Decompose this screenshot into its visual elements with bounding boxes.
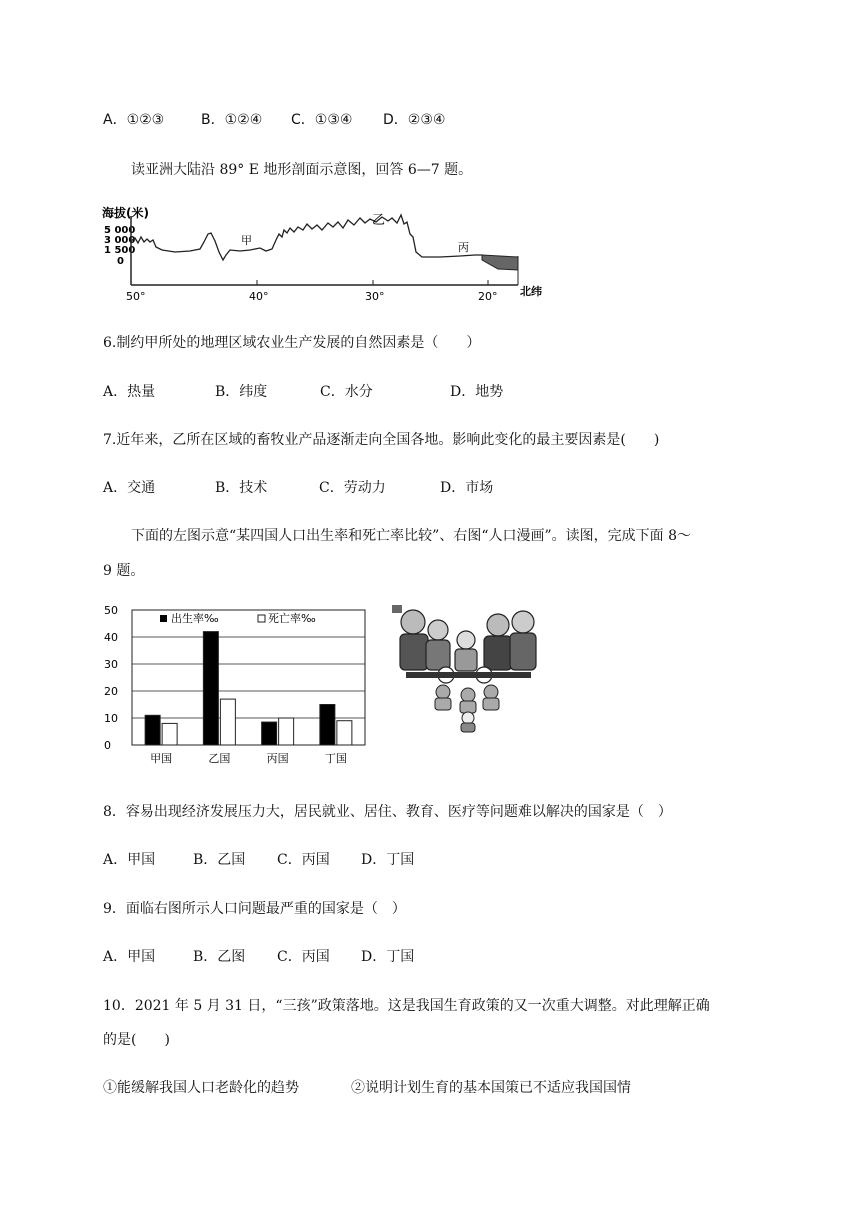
q8-option-c: C．丙国 [277, 852, 330, 868]
chart-category-label: 丁国 [324, 752, 347, 765]
profile-xtick-40: 40° [249, 290, 269, 303]
q8-stem: 8．容易出现经济发展压力大，居民就业、居住、教育、医疗等问题难以解决的国家是（ ） [103, 804, 672, 820]
q6-option-d: D．地势 [450, 384, 504, 400]
q5-option-b: B．①②④ [201, 112, 263, 128]
legend-swatch-birth [160, 615, 167, 622]
q6-stem: 6.制约甲所处的地理区域农业生产发展的自然因素是（ ） [103, 335, 481, 351]
chart-category-label: 甲国 [150, 752, 173, 765]
cartoon-plank [406, 672, 531, 678]
profile-sea [482, 255, 518, 270]
q8-options [103, 850, 414, 870]
q7-option-b: B．技术 [215, 480, 268, 496]
bar-birth-2 [262, 722, 277, 745]
profile-xtick-20: 20° [478, 290, 498, 303]
q5-option-a: A．①②③ [103, 112, 165, 128]
q9-option-a: A．甲国 [103, 949, 156, 965]
q7-option-c: C．劳动力 [319, 480, 386, 496]
q9-stem: 9．面临右图所示人口问题最严重的国家是（ ） [103, 901, 406, 917]
q10-statements [103, 1078, 631, 1098]
bar-birth-0 [145, 715, 160, 745]
q9-option-d: D．丁国 [361, 949, 415, 965]
intro-6-7: 读亚洲大陆沿 89° E 地形剖面示意图，回答 6—7 题。 [131, 162, 473, 178]
bar-death-1 [220, 699, 235, 745]
q10-statement-1: ①能缓解我国人口老龄化的趋势 [103, 1080, 299, 1096]
q9-option-c: C．丙国 [277, 949, 330, 965]
chart-category-label: 丙国 [266, 752, 289, 765]
cartoon-mark [392, 605, 402, 613]
q10-statement-2: ②说明计划生育的基本国策已不适应我国国情 [351, 1080, 631, 1096]
q7-stem: 7.近年来，乙所在区域的畜牧业产品逐渐走向全国各地。影响此变化的最主要因素是( ) [103, 432, 660, 448]
q8-option-a: A．甲国 [103, 852, 156, 868]
chart-ytick-label: 10 [104, 712, 118, 725]
chart-category-label: 乙国 [208, 752, 231, 765]
profile-ytick-1500: 1 500 [104, 245, 136, 256]
bar-death-0 [162, 723, 177, 745]
bar-birth-3 [320, 705, 335, 746]
chart-ytick-label: 30 [104, 658, 118, 671]
q5-options [103, 110, 445, 130]
profile-label-yi: 乙 [372, 213, 386, 228]
cartoon-elderly-figures [400, 610, 536, 671]
q6-option-c: C．水分 [320, 384, 373, 400]
q8-option-b: B．乙国 [193, 852, 246, 868]
profile-ytick-5000: 5 000 [104, 225, 136, 236]
bar-death-2 [279, 718, 294, 745]
profile-terrain-line [131, 215, 482, 260]
chart-ytick-label: 0 [104, 739, 111, 752]
q6-option-b: B．纬度 [215, 384, 268, 400]
profile-x-unit: 北纬 [520, 285, 542, 298]
q6-options [103, 382, 503, 402]
bar-birth-1 [203, 632, 218, 745]
q7-option-d: D．市场 [440, 480, 494, 496]
birth-death-rate-chart [100, 600, 375, 770]
q7-options [103, 478, 493, 498]
chart-ytick-label: 20 [104, 685, 118, 698]
q10-stem-line1: 10．2021 年 5 月 31 日，“三孩”政策落地。这是我国生育政策的又一次重大调整。对此理解正确 [103, 998, 710, 1014]
profile-xtick-50: 50° [126, 290, 146, 303]
chart-ytick-label: 40 [104, 631, 118, 644]
bar-death-3 [337, 721, 352, 745]
legend-label-death: 死亡率‰ [268, 612, 316, 625]
q7-option-a: A．交通 [103, 480, 156, 496]
q9-options [103, 947, 414, 967]
intro-8-9-line1: 下面的左图示意“某四国人口出生率和死亡率比较”、右图“人口漫画”。读图，完成下面 8～ [131, 528, 691, 544]
legend-label-birth: 出生率‰ [171, 612, 219, 625]
profile-xtick-30: 30° [365, 290, 385, 303]
terrain-profile [100, 200, 550, 310]
profile-label-jia: 甲 [241, 234, 252, 247]
cartoon-children [435, 685, 499, 732]
intro-8-9-line2: 9 题。 [103, 563, 145, 579]
q9-option-b: B．乙图 [193, 949, 246, 965]
profile-ytick-0: 0 [117, 256, 124, 267]
legend-swatch-death [258, 615, 265, 622]
population-cartoon [388, 600, 548, 735]
q10-stem-line2: 的是( ) [103, 1032, 170, 1048]
profile-label-bing: 丙 [458, 241, 469, 254]
q5-option-c: C．①③④ [291, 112, 353, 128]
q8-option-d: D．丁国 [361, 852, 415, 868]
q6-option-a: A．热量 [103, 384, 156, 400]
profile-ytick-3000: 3 000 [104, 235, 136, 246]
q5-option-d: D．②③④ [383, 112, 446, 128]
chart-ytick-label: 50 [104, 604, 118, 617]
profile-ylabel: 海拔(米) [102, 206, 149, 220]
